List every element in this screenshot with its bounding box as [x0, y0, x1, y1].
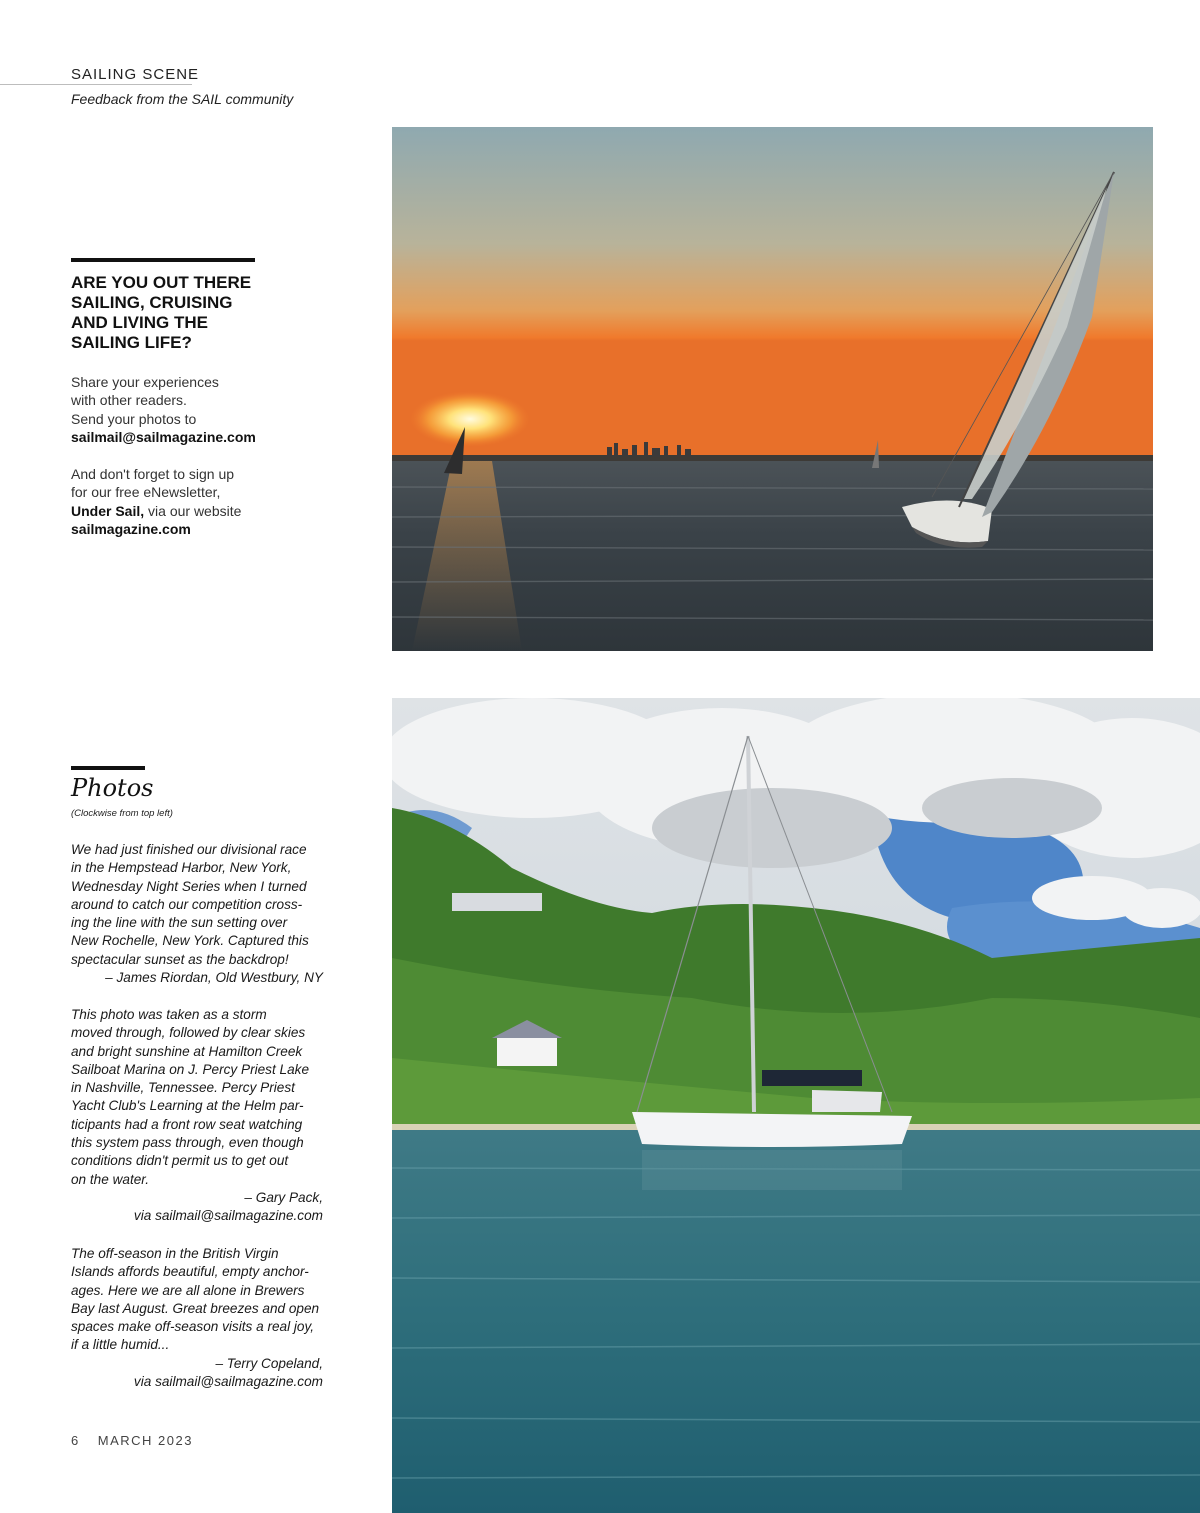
cta-paragraph-1: [71, 373, 291, 446]
page-footer: [71, 1433, 211, 1448]
cta-heading-line: ARE YOU OUT THERE: [71, 273, 252, 292]
caption-line: Islands affords beautiful, empty anchor-: [71, 1264, 309, 1280]
caption-line: We had just finished our divisional race: [71, 842, 307, 857]
caption-line: Wednesday Night Series when I turned: [71, 878, 307, 894]
caption-line: conditions didn't permit us to get out: [71, 1153, 289, 1169]
caption-3: [71, 1245, 323, 1391]
caption-line: if a little humid...: [71, 1337, 170, 1353]
caption-credit-link[interactable]: via sailmail@sailmagazine.com: [133, 1374, 323, 1390]
caption-credit: – Gary Pack,: [244, 1189, 323, 1205]
caption-line: in Nashville, Tennessee. Percy Priest: [71, 1080, 295, 1096]
cta-heading: [71, 273, 281, 353]
caption-line: moved through, followed by clear skies: [71, 1025, 306, 1041]
caption-2: [71, 1006, 323, 1226]
section-subtitle: Feedback from the SAIL community: [71, 91, 294, 107]
sunset-sailboat-photo: [392, 127, 1153, 651]
issue-date: MARCH 2023: [97, 1433, 193, 1448]
caption-line: this system pass through, even though: [71, 1135, 304, 1151]
cta-heading-line: SAILING, CRUISING: [71, 293, 233, 312]
caption-line: Sailboat Marina on J. Percy Priest Lake: [71, 1061, 310, 1077]
cta-rule: [71, 258, 255, 262]
caption-line: ages. Here we are all alone in Brewers: [71, 1282, 305, 1298]
cta-text-line: Send your photos to: [71, 410, 197, 427]
cta-email-link[interactable]: sailmail@sailmagazine.com: [71, 428, 256, 445]
cta-heading-line: SAILING LIFE?: [71, 333, 192, 352]
caption-1: [71, 841, 323, 987]
caption-line: Yacht Club's Learning at the Helm par-: [71, 1098, 304, 1114]
cta-text-line: with other readers.: [71, 392, 187, 409]
caption-line: New Rochelle, New York. Captured this: [71, 933, 309, 949]
caption-line: spaces make off-season visits a real joy,: [71, 1319, 315, 1335]
caption-credit: – James Riordan, Old Westbury, NY: [105, 970, 323, 986]
photos-title: Photos: [71, 774, 154, 802]
caption-credit-link[interactable]: via sailmail@sailmagazine.com: [133, 1208, 323, 1224]
photos-note: (Clockwise from top left): [71, 808, 173, 819]
caption-line: and bright sunshine at Hamilton Creek: [71, 1043, 303, 1059]
caption-line: in the Hempstead Harbor, New York,: [71, 860, 292, 876]
cta-text-line: for our free eNewsletter,: [71, 484, 221, 501]
cta-paragraph-2: [71, 465, 291, 538]
page-number: 6: [71, 1433, 80, 1448]
cta-text-line: And don't forget to sign up: [71, 466, 235, 482]
caption-line: ticipants had a front row seat watching: [71, 1116, 303, 1132]
caption-credit: – Terry Copeland,: [215, 1355, 323, 1371]
cta-text-inline: via our website: [144, 502, 242, 519]
anchored-sailboat-photo: [392, 698, 1200, 1513]
header-rule: [0, 84, 192, 85]
newsletter-name: Under Sail,: [71, 502, 145, 519]
caption-line: Bay last August. Great breezes and open: [71, 1300, 320, 1316]
caption-line: The off-season in the British Virgin: [71, 1246, 279, 1261]
caption-line: ing the line with the sun setting over: [71, 915, 288, 931]
cta-text-line: Share your experiences: [71, 374, 219, 390]
caption-line: This photo was taken as a storm: [71, 1007, 267, 1022]
website-link[interactable]: sailmagazine.com: [71, 520, 191, 537]
photos-rule: [71, 766, 145, 770]
caption-line: on the water.: [71, 1171, 150, 1187]
section-label: SAILING SCENE: [71, 66, 200, 83]
caption-line: spectacular sunset as the backdrop!: [71, 951, 289, 967]
cta-heading-line: AND LIVING THE: [71, 313, 208, 332]
caption-line: around to catch our competition cross-: [71, 896, 303, 912]
